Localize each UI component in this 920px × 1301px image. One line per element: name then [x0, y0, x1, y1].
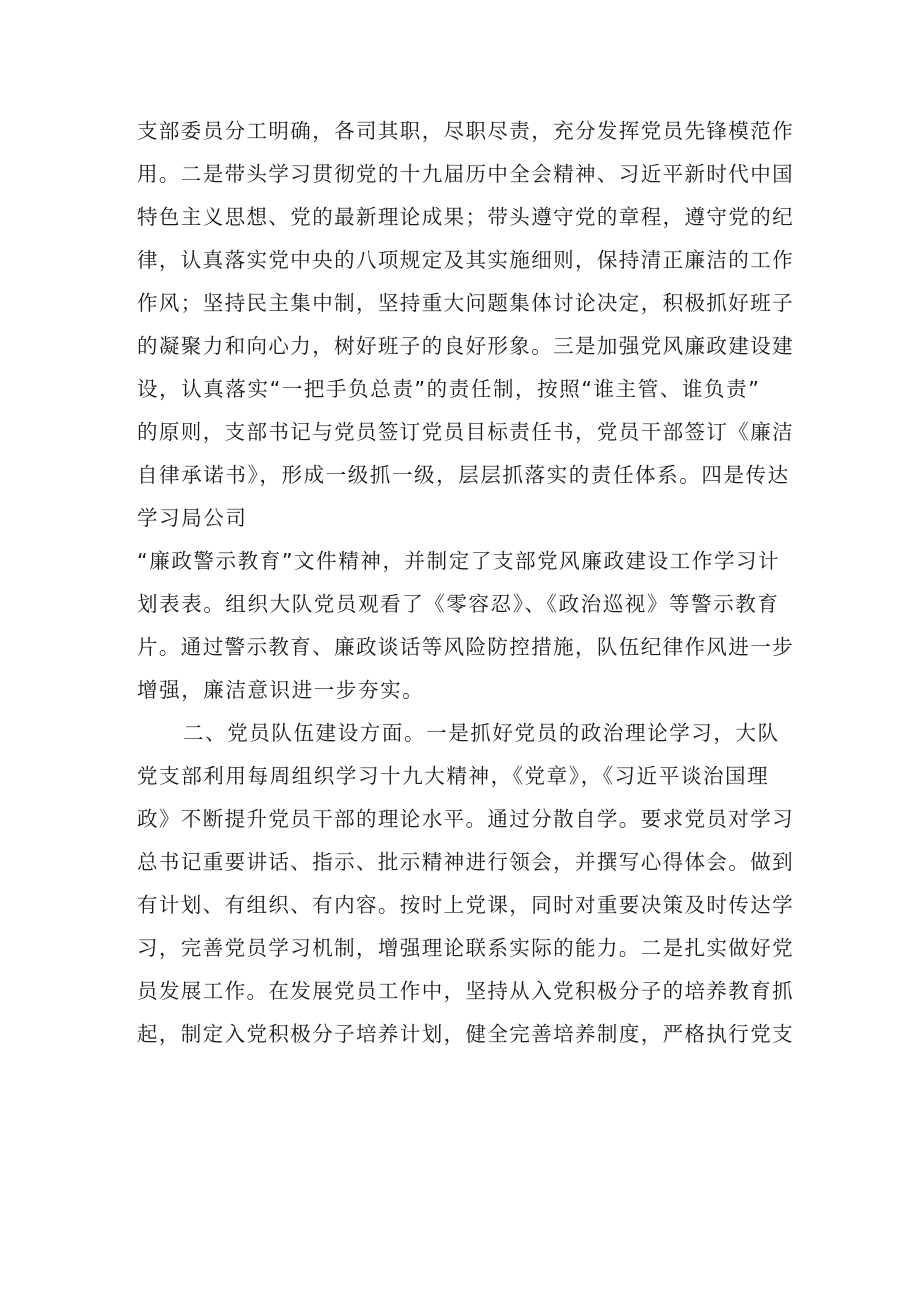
paragraph: [137, 712, 797, 1056]
text-line: 总书记重要讲话、指示、批示精神进行领会，并撰写心得体会。做到: [137, 850, 794, 874]
text-line: 党支部利用每周组织学习十九大精神，《党章》，《习近平谈治国理: [137, 764, 770, 788]
text-line: 学习局公司: [137, 506, 248, 530]
paragraph: [137, 110, 797, 540]
text-line: 律，认真落实党中央的八项规定及其实施细则，保持清正廉洁的工作: [137, 248, 794, 272]
text-line: 自律承诺书》，形成一级抓一级，层层抓落实的责任体系。四是传达: [137, 463, 790, 487]
text-line: 用。二是带头学习贯彻党的十九届历中全会精神、习近平新时代中国: [137, 162, 794, 186]
text-line: 起，制定入党积极分子培养计划，健全完善培养制度，严格执行党支: [137, 1022, 794, 1046]
section-heading-line: 二、党员队伍建设方面。一是抓好党员的政治理论学习，大队: [183, 721, 780, 745]
text-line: 政》不断提升党员干部的理论水平。通过分散自学。要求党员对学习: [137, 807, 794, 831]
text-line: 特色主义思想、党的最新理论成果；带头遵守党的章程，遵守党的纪: [137, 205, 794, 229]
text-line: 习，完善党员学习机制，增强理论联系实际的能力。二是扎实做好党: [137, 936, 794, 960]
text-line: 员发展工作。在发展党员工作中，坚持从入党积极分子的培养教育抓: [137, 979, 794, 1003]
text-line: 划表表。组织大队党员观看了《零容忍》、《政治巡视》等警示教育: [137, 592, 780, 616]
text-line: “廉政警示教育”文件精神，并制定了支部党风廉政建设工作学习计: [137, 549, 781, 573]
text-line: 设，认真落实“一把手负总责”的责任制，按照“谁主管、谁负责”: [137, 377, 761, 401]
paragraph: [137, 540, 797, 712]
text-line: 增强，廉洁意识进一步夯实。: [137, 678, 425, 702]
text-line: 有计划、有组织、有内容。按时上党课，同时对重要决策及时传达学: [137, 893, 794, 917]
text-line: 的凝聚力和向心力，树好班子的良好形象。三是加强党风廉政建设建: [137, 334, 794, 358]
text-line: 作风；坚持民主集中制，坚持重大问题集体讨论决定，积极抓好班子: [137, 291, 794, 315]
text-line: 片。通过警示教育、廉政谈话等风险防控措施，队伍纪律作风进一步: [137, 635, 794, 659]
text-line: 的原则，支部书记与党员签订党员目标责任书，党员干部签订《廉洁: [137, 420, 794, 444]
text-line: 支部委员分工明确，各司其职，尽职尽责，充分发挥党员先锋模范作: [137, 119, 794, 143]
document-body: [137, 110, 797, 1056]
